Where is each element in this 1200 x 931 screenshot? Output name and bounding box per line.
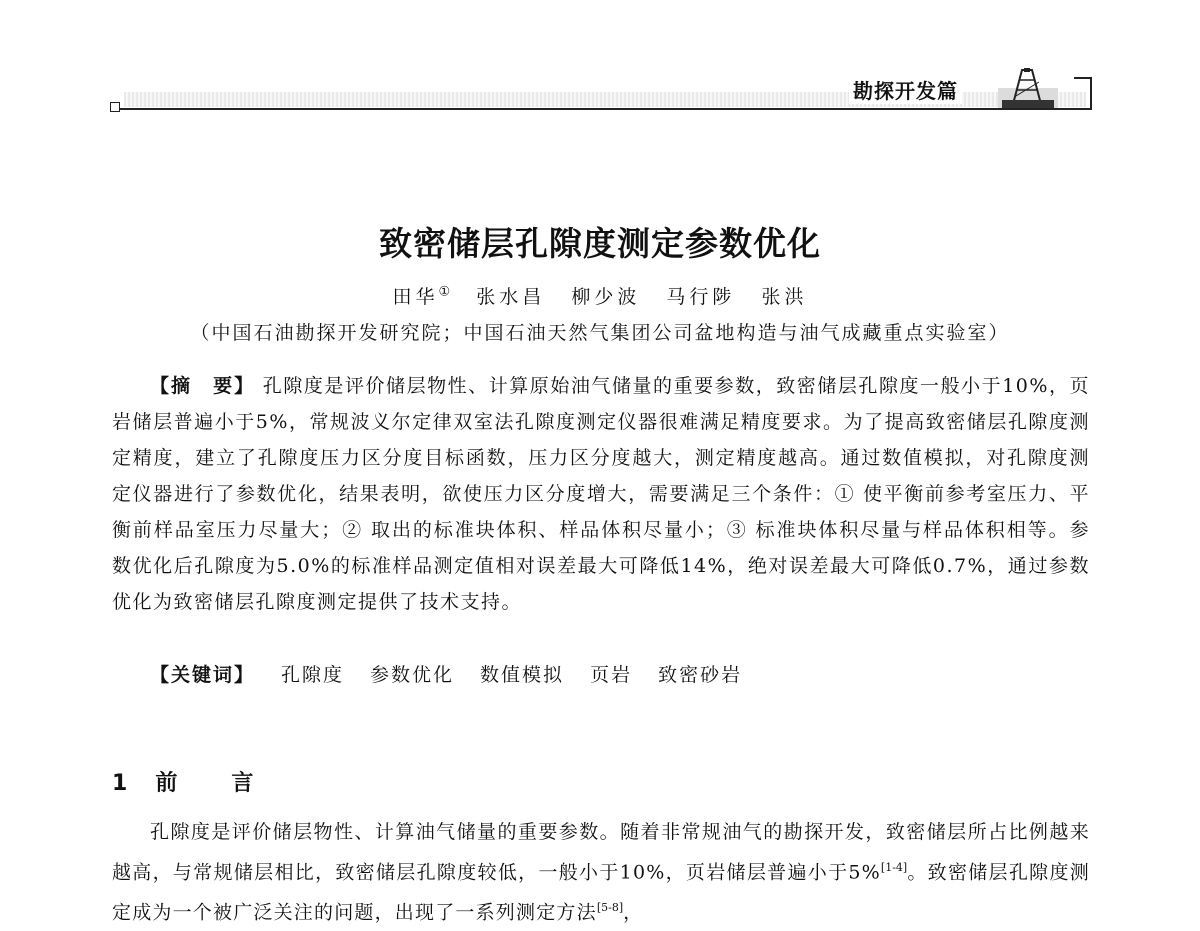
abstract-label: 【摘 要】 [150,375,256,397]
citation: [1-4] [880,861,908,874]
paper-title: 致密储层孔隙度测定参数优化 [379,224,821,263]
author: 田华① [392,284,451,308]
section-number: 1 [112,771,128,796]
keyword: 参数优化 [370,664,455,686]
header-end-bar [1090,77,1092,110]
keyword: 孔隙度 [281,664,345,686]
abstract [112,368,1090,620]
keywords [150,660,742,687]
keyword: 页岩 [590,664,633,686]
keyword: 数值模拟 [480,664,565,686]
author: 马行陟 [666,286,736,308]
keyword: 致密砂岩 [658,664,743,686]
affiliation: （中国石油勘探开发研究院；中国石油天然气集团公司盆地构造与油气成藏重点实验室） [190,322,1010,344]
running-header [112,68,1092,114]
section-title: 前言 [155,771,308,796]
author: 张洪 [761,286,808,308]
header-rule [112,108,1092,110]
header-corner-box [110,102,120,112]
author: 张水昌 [476,286,546,308]
oil-derrick-icon [998,68,1058,110]
author: 柳少波 [571,286,641,308]
section-label: 勘探开发篇 [849,75,962,104]
section-heading [112,766,307,797]
author-list [0,282,1200,309]
abstract-text: 孔隙度是评价储层物性、计算原始油气储量的重要参数，致密储层孔隙度一般小于10%，页岩储层普遍小于5%，常规波义尔定律双室法孔隙度测定仪器很难满足精度要求。为了提高致密储层孔隙度测定精度，建立了孔隙度压力区分度目标函数，压力区分度越大，测定精度越高。通过数值模拟，对孔隙度测定仪器进行了参数优化，结果表明，欲使压力区分度增大，需要满足三个条件：① 使平衡前参考室压力、平衡前样品室压力尽量大；② 取出的标准块体积、样品体积尽量小；③ 标准块体积尽量与样品体积相等。参数优化后孔隙度为5.0%的标准样品测定值相对误差最大可降低14%，绝对误差最大可降低0.7%，通过参数优化为致密储层孔隙度测定提供了技术支持。 [112,375,1091,613]
keywords-label: 【关键词】 [150,664,256,686]
citation: [5-8] [596,901,624,915]
body-paragraph: 孔隙度是评价储层物性、计算油气储量的重要参数。随着非常规油气的勘探开发，致密储层所占比例越来越高，与常规储层相比，致密储层孔隙度较低，一般小于10%，页岩储层普遍小于5%[1-4]。致密储层孔隙度测定成为一个被广泛关注的问题，出现了一系列测定方法[5-8]， [112,821,1090,924]
